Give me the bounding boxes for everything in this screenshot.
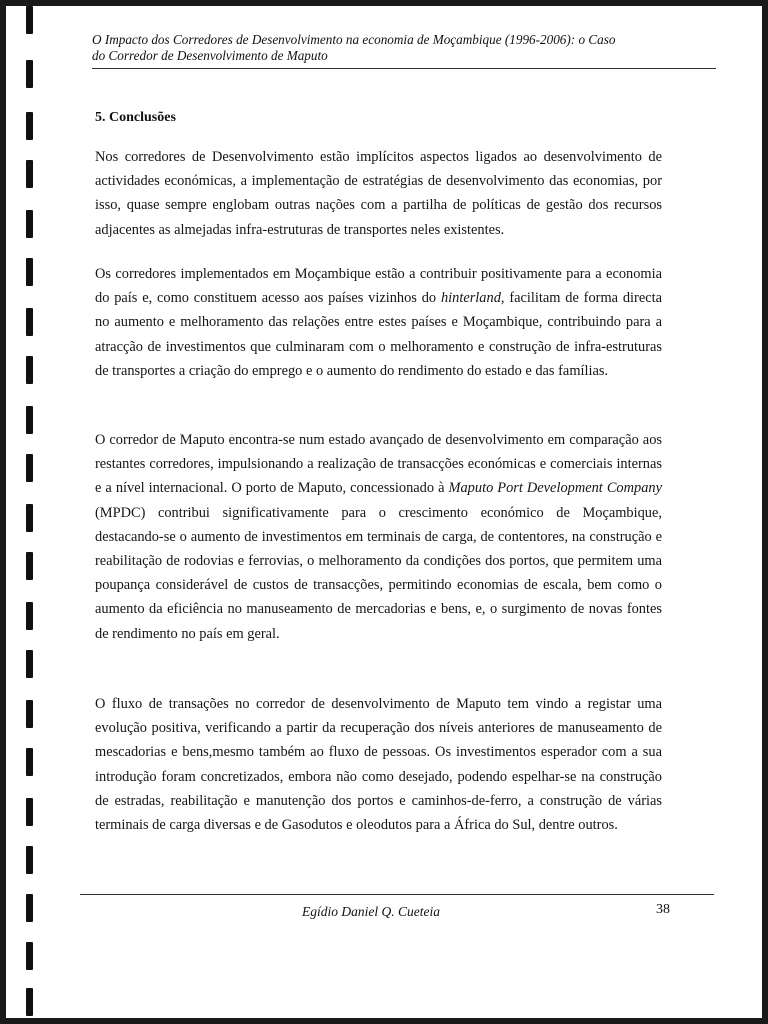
binding-hole bbox=[26, 942, 33, 970]
binding-hole bbox=[26, 988, 33, 1016]
binding-holes bbox=[22, 6, 42, 1018]
paragraph-2-text-b: , facilitam de forma directa no aumento e melhoramento das relações entre estes países e Moçambique, contribuindo para a atracção de investimentos que culminaram com o melhoramento e construção de infra-estruturas de transportes a criação do emprego e o aumento do rendimento do estado e das famílias. bbox=[95, 290, 663, 379]
binding-hole bbox=[26, 552, 33, 580]
binding-hole bbox=[26, 308, 33, 336]
section-heading: 5. Conclusões bbox=[95, 110, 176, 125]
footer-rule bbox=[80, 894, 714, 895]
binding-hole bbox=[26, 356, 33, 384]
paragraph-2 bbox=[95, 262, 662, 383]
running-header bbox=[92, 32, 712, 64]
paragraph-3-emphasis: Maputo Port Development Company bbox=[448, 480, 662, 497]
binding-hole bbox=[26, 60, 33, 88]
binding-hole bbox=[26, 700, 33, 728]
footer-author: Egídio Daniel Q. Cueteia bbox=[302, 904, 440, 919]
header-rule bbox=[92, 68, 716, 69]
paragraph-2-emphasis: hinterland bbox=[440, 290, 501, 307]
binding-hole bbox=[26, 160, 33, 188]
binding-hole bbox=[26, 748, 33, 776]
page-number: 38 bbox=[656, 902, 670, 917]
binding-hole bbox=[26, 6, 33, 34]
binding-hole bbox=[26, 454, 33, 482]
binding-hole bbox=[26, 650, 33, 678]
binding-hole bbox=[26, 504, 33, 532]
binding-hole bbox=[26, 258, 33, 286]
paragraph-4: O fluxo de transações no corredor de desenvolvimento de Maputo tem vindo a registar uma evolução positiva, verificando a partir da recuperação dos níveis anteriores de manuseamento de mescadorias e bens,mesmo também ao fluxo de pessoas. Os investimentos esperador com a sua introdução foram concretizados, embora não como desejado, podendo espelhar-se na construção de estradas, reabilitação e manutenção dos portos e caminhos-de-ferro, a construção de várias terminais de carga diversas e de Gasodutos e oleodutos para a África do Sul, dentre outros. bbox=[95, 696, 662, 834]
binding-hole bbox=[26, 406, 33, 434]
binding-hole bbox=[26, 894, 33, 922]
paragraph-3 bbox=[95, 428, 662, 646]
binding-hole bbox=[26, 112, 33, 140]
paragraph-3-text-b: (MPDC) contribui significativamente para o crescimento económico de Moçambique, destacando-se o aumento de investimentos em terminais de carga, de contentores, na construção e reabilitação de rodovias e ferrovias, o melhoramento da condições dos portos, que permitem uma poupança considerável de custos de transacções, permitindo economias de escala, bem como o aumento da eficiência no manuseamento de mercadorias e bens, e, o surgimento de novas fontes de rendimento no país em geral. bbox=[95, 504, 662, 642]
header-line-1: O Impacto dos Corredores de Desenvolvimento na economia de Moçambique (1996-2006): o Caso bbox=[92, 32, 616, 47]
binding-hole bbox=[26, 602, 33, 630]
paragraph-1: Nos corredores de Desenvolvimento estão implícitos aspectos ligados ao desenvolvimento de actividades económicas, a implementação de estratégias de desenvolvimento das economias, por isso, quase sempre englobam outras nações com a partilha de políticas de gestão dos recursos adjacentes as almejadas infra-estruturas de transportes neles existentes. bbox=[95, 149, 662, 238]
binding-hole bbox=[26, 846, 33, 874]
document-page bbox=[6, 6, 762, 1018]
binding-hole bbox=[26, 210, 33, 238]
paragraph-3-text-a: O corredor de Maputo encontra-se num estado avançado de desenvolvimento em comparação aos restantes corredores, impulsionando a realização de transacções económicas e comerciais internas e a nível internacional. O porto de Maputo, concessionado à bbox=[95, 432, 662, 497]
paragraph-2-text-a: Os corredores implementados em Moçambique estão a contribuir positivamente para a economia do país e, como constituem acesso aos países vizinhos do bbox=[95, 266, 662, 307]
header-line-2: do Corredor de Desenvolvimento de Maputo bbox=[92, 48, 328, 63]
binding-hole bbox=[26, 798, 33, 826]
